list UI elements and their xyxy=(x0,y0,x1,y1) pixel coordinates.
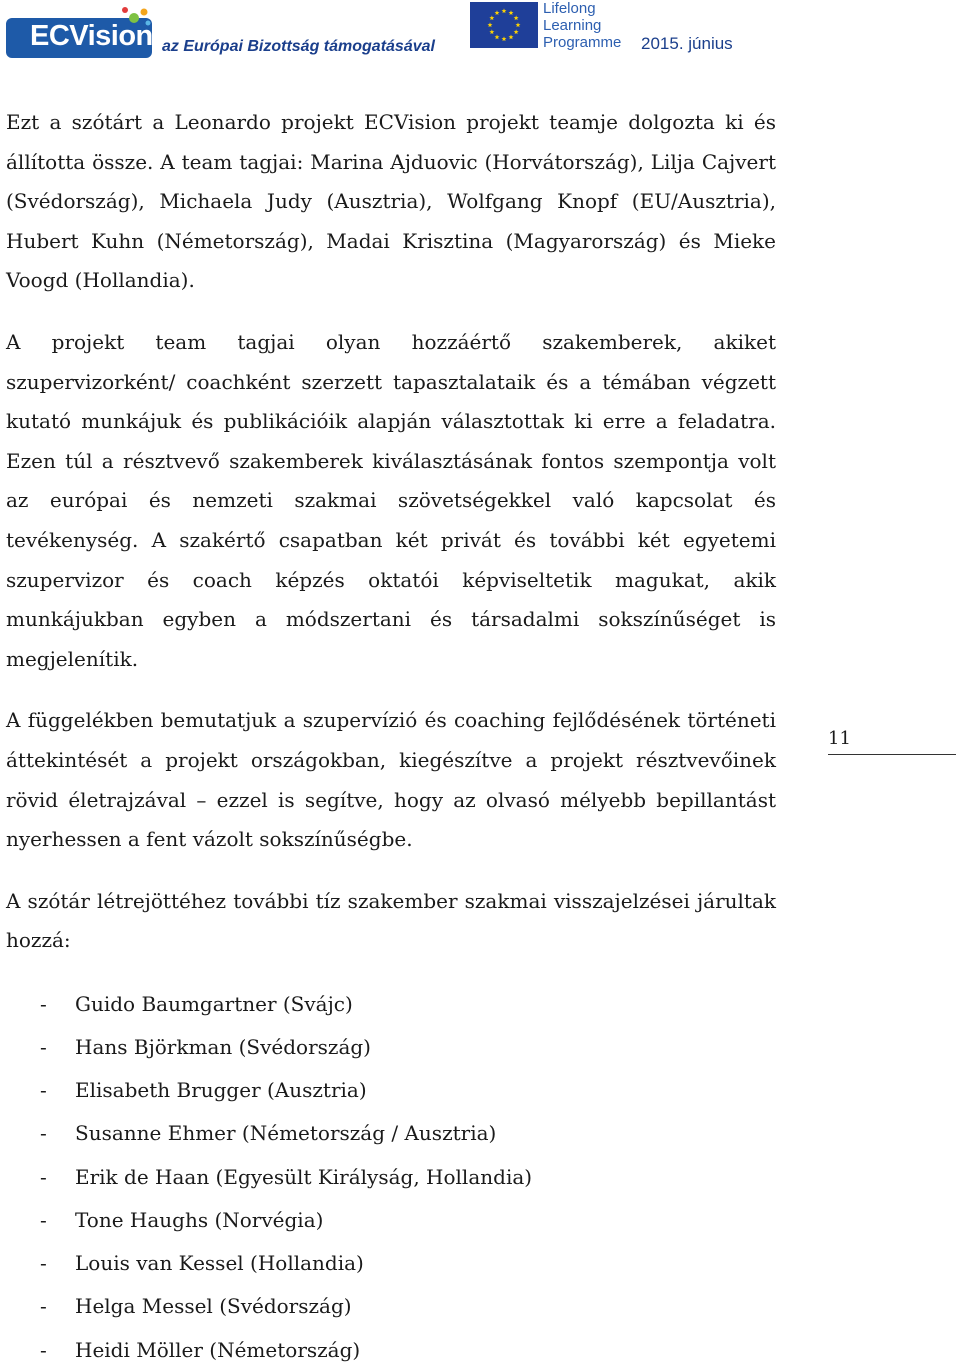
list-item xyxy=(6,1112,776,1155)
contributor-name: Heidi Möller (Németország) xyxy=(75,1337,361,1362)
paragraph: A szótár létrejöttéhez további tíz szakember szakmai visszajelzései járultak hozzá: xyxy=(6,888,776,953)
header-date: 2015. június xyxy=(641,34,733,53)
list-item xyxy=(6,1156,776,1199)
list-dash: - xyxy=(40,1251,47,1276)
contributor-name: Susanne Ehmer (Németország / Ausztria) xyxy=(75,1121,497,1146)
paragraph: Ezt a szótárt a Leonardo projekt ECVision projekt teamje dolgozta ki és állította össze. A team tagjai: Marina Ajduovic (Horvátország), Lilja Cajvert (Svédország), Michaela Judy (Ausztria), Wolfgang Knopf (EU/Ausztria), Hubert Kuhn (Németország), Madai Krisztina (Magyarország) és Mieke Voogd (Hollandia). xyxy=(6,110,776,293)
llp-line: Learning xyxy=(543,17,602,34)
contributor-name: Hans Björkman (Svédország) xyxy=(75,1035,371,1060)
llp-line: Programme xyxy=(543,34,622,51)
contributor-name: Erik de Haan (Egyesült Királyság, Hollandia) xyxy=(75,1164,533,1189)
llp-line: Lifelong xyxy=(543,0,596,17)
list-item xyxy=(6,1069,776,1112)
list-dash: - xyxy=(40,1337,47,1362)
contributor-name: Helga Messel (Svédország) xyxy=(75,1294,352,1319)
page-number: 11 xyxy=(828,726,956,755)
paragraph: A projekt team tagjai olyan hozzáértő szakemberek, akiket szupervizorként/ coachként szerzett tapasztalataik és a témában végzett kutató munkájuk és publikációik alapján választottak ki erre a feladatra. Ezen túl a résztvevő szakemberek kiválasztásának fontos szempontja volt az európai és nemzeti szakmai szövetségekkel való kapcsolat és tevékenység. A szakértő csapatban két privát és további két egyetemi szupervizor és coach képzés oktatói képviseltetik magukat, akik munkájukban egyben a módszertani és társadalmi sokszínűséget is megjelenítik. xyxy=(6,329,776,671)
list-dash: - xyxy=(40,1164,47,1189)
list-dash: - xyxy=(40,991,47,1016)
list-dash: - xyxy=(40,1294,47,1319)
contributor-name: Elisabeth Brugger (Ausztria) xyxy=(75,1078,367,1103)
list-item xyxy=(6,1285,776,1328)
eu-flag-icon xyxy=(470,2,538,48)
list-dash: - xyxy=(40,1207,47,1232)
list-dash: - xyxy=(40,1078,47,1103)
list-item xyxy=(6,1026,776,1069)
list-dash: - xyxy=(40,1121,47,1146)
paragraph: A függelékben bemutatjuk a szupervízió és coaching fejlődésének történeti áttekintését a projekt országokban, kiegészítve a projekt résztvevőinek rövid életrajzával – ezzel is segítve, hogy az olvasó mélyebb bepillantást nyerhessen a fent vázolt sokszínűségbe. xyxy=(6,708,776,852)
list-item xyxy=(6,1199,776,1242)
list-item xyxy=(6,983,776,1026)
page-header xyxy=(0,0,960,70)
llp-logo-text xyxy=(543,0,621,51)
contributor-name: Louis van Kessel (Hollandia) xyxy=(75,1251,364,1276)
ecvision-logo-text: ECVision xyxy=(30,20,153,52)
list-item xyxy=(6,1329,776,1372)
contributor-list xyxy=(6,983,776,1372)
contributor-name: Tone Haughs (Norvégia) xyxy=(75,1207,324,1232)
support-text: az Európai Bizottság támogatásával xyxy=(162,38,435,55)
list-item xyxy=(6,1242,776,1285)
document-body xyxy=(6,103,776,1372)
list-dash: - xyxy=(40,1035,47,1060)
contributor-name: Guido Baumgartner (Svájc) xyxy=(75,991,353,1016)
